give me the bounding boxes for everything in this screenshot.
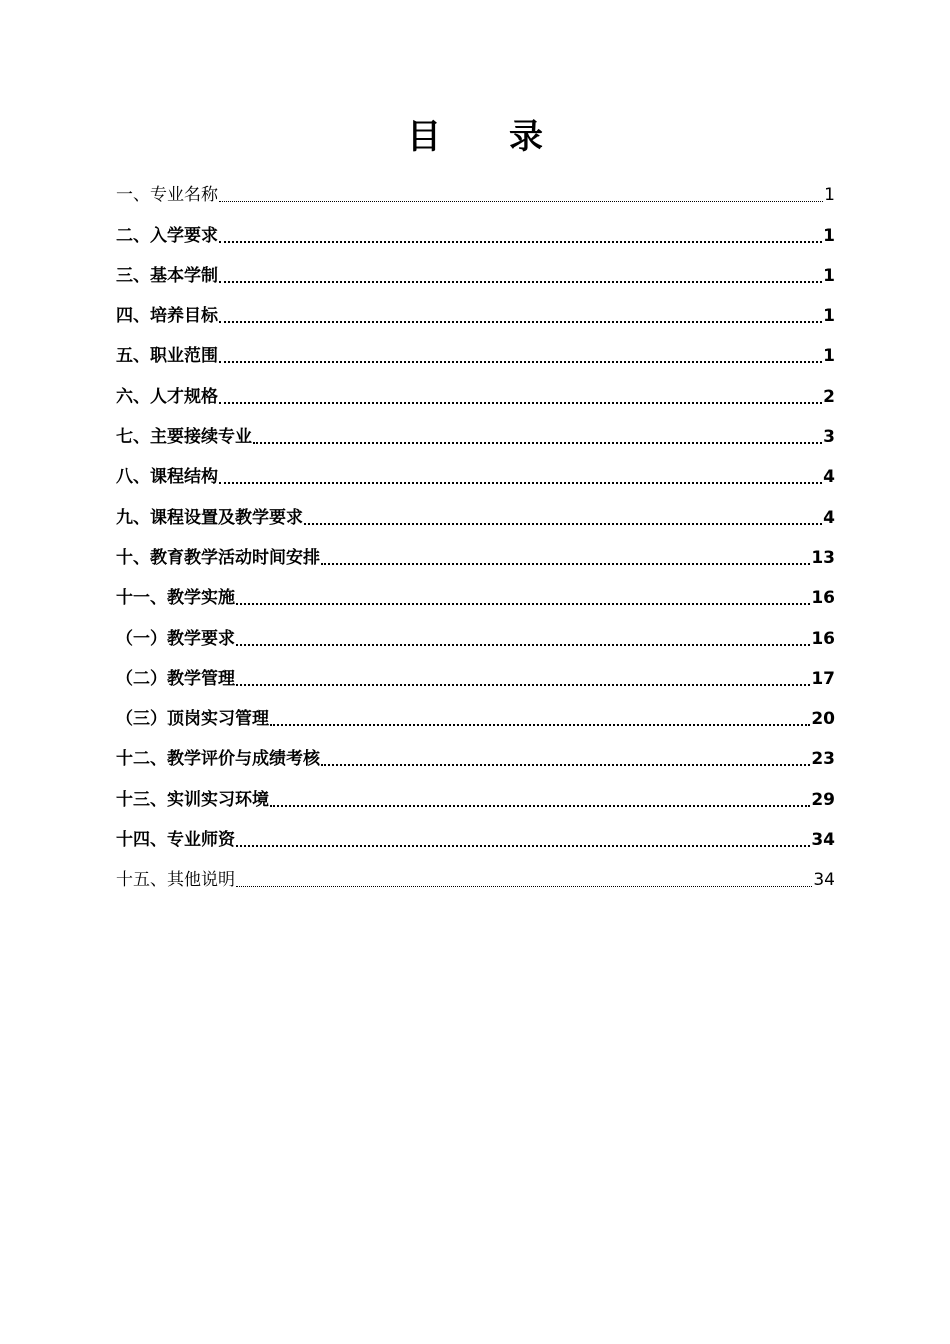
toc-entry-page: 4	[823, 467, 835, 488]
toc-entry-label: 八、课程结构	[116, 467, 218, 488]
toc-entry[interactable]	[116, 613, 835, 653]
toc-entry-page: 1	[823, 346, 835, 367]
toc-entry-label: 二、入学要求	[116, 225, 218, 246]
toc-dot-leader	[321, 547, 810, 569]
toc-entry[interactable]	[116, 734, 835, 774]
toc-dot-leader	[219, 466, 822, 488]
toc-entry-label: 五、职业范围	[116, 346, 218, 367]
toc-dot-leader	[304, 507, 822, 529]
toc-title	[0, 113, 950, 161]
toc-entry[interactable]	[116, 371, 835, 411]
toc-entry-label: （三）顶岗实习管理	[116, 709, 269, 730]
toc-entry-label: 十四、专业师资	[116, 830, 235, 851]
toc-dot-leader	[236, 587, 810, 609]
toc-title-char-2: 录	[509, 117, 543, 157]
toc-entry[interactable]	[116, 533, 835, 573]
toc-entry[interactable]	[116, 251, 835, 291]
toc-entry-page: 3	[823, 427, 835, 448]
toc-title-char-1: 目	[407, 117, 441, 157]
toc-entry-label: 九、课程设置及教学要求	[116, 507, 303, 528]
toc-entry-page: 16	[811, 588, 835, 609]
toc-entry-page: 1	[823, 225, 835, 246]
toc-dot-leader	[219, 345, 822, 367]
toc-dot-leader	[270, 708, 810, 730]
toc-entry-page: 34	[813, 870, 835, 891]
toc-entry[interactable]	[116, 170, 835, 210]
toc-entry[interactable]	[116, 694, 835, 734]
toc-entry-page: 2	[823, 386, 835, 407]
toc-entry-page: 20	[811, 709, 835, 730]
toc-entry-page: 1	[824, 185, 835, 206]
toc-dot-leader	[236, 869, 812, 891]
toc-entry[interactable]	[116, 412, 835, 452]
toc-dot-leader	[219, 386, 822, 408]
toc-entry-label: 十二、教学评价与成绩考核	[116, 749, 320, 770]
toc-entry-page: 4	[823, 507, 835, 528]
toc-entry-page: 29	[811, 789, 835, 810]
toc-entry[interactable]	[116, 492, 835, 532]
toc-entry-label: 七、主要接续专业	[116, 427, 252, 448]
toc-dot-leader	[253, 426, 822, 448]
toc-entry[interactable]	[116, 291, 835, 331]
toc-dot-leader	[236, 829, 810, 851]
toc-dot-leader	[321, 748, 810, 770]
toc-entry-page: 1	[823, 265, 835, 286]
toc-entry[interactable]	[116, 855, 835, 895]
toc-entry-label: （二）教学管理	[116, 668, 235, 689]
toc-entry[interactable]	[116, 654, 835, 694]
toc-entry[interactable]	[116, 452, 835, 492]
toc-entry[interactable]	[116, 774, 835, 814]
toc-entry-label: 三、基本学制	[116, 265, 218, 286]
toc-dot-leader	[219, 225, 822, 247]
toc-entry-page: 1	[823, 306, 835, 327]
toc-entry-label: 十、教育教学活动时间安排	[116, 547, 320, 568]
toc-entry-label: 十一、教学实施	[116, 588, 235, 609]
toc-list	[116, 170, 835, 895]
toc-dot-leader	[219, 184, 823, 206]
toc-dot-leader	[219, 265, 822, 287]
toc-dot-leader	[236, 668, 810, 690]
toc-entry-label: 十五、其他说明	[116, 870, 235, 891]
toc-dot-leader	[270, 789, 810, 811]
toc-dot-leader	[236, 628, 810, 650]
toc-entry[interactable]	[116, 573, 835, 613]
toc-entry-label: 一、专业名称	[116, 185, 218, 206]
toc-entry-page: 13	[811, 547, 835, 568]
toc-entry-label: （一）教学要求	[116, 628, 235, 649]
toc-entry[interactable]	[116, 331, 835, 371]
toc-entry-page: 17	[811, 668, 835, 689]
toc-dot-leader	[219, 305, 822, 327]
toc-entry[interactable]	[116, 815, 835, 855]
toc-entry[interactable]	[116, 210, 835, 250]
toc-entry-page: 16	[811, 628, 835, 649]
toc-entry-label: 六、人才规格	[116, 386, 218, 407]
toc-entry-label: 十三、实训实习环境	[116, 789, 269, 810]
toc-entry-label: 四、培养目标	[116, 306, 218, 327]
toc-entry-page: 34	[811, 830, 835, 851]
toc-entry-page: 23	[811, 749, 835, 770]
